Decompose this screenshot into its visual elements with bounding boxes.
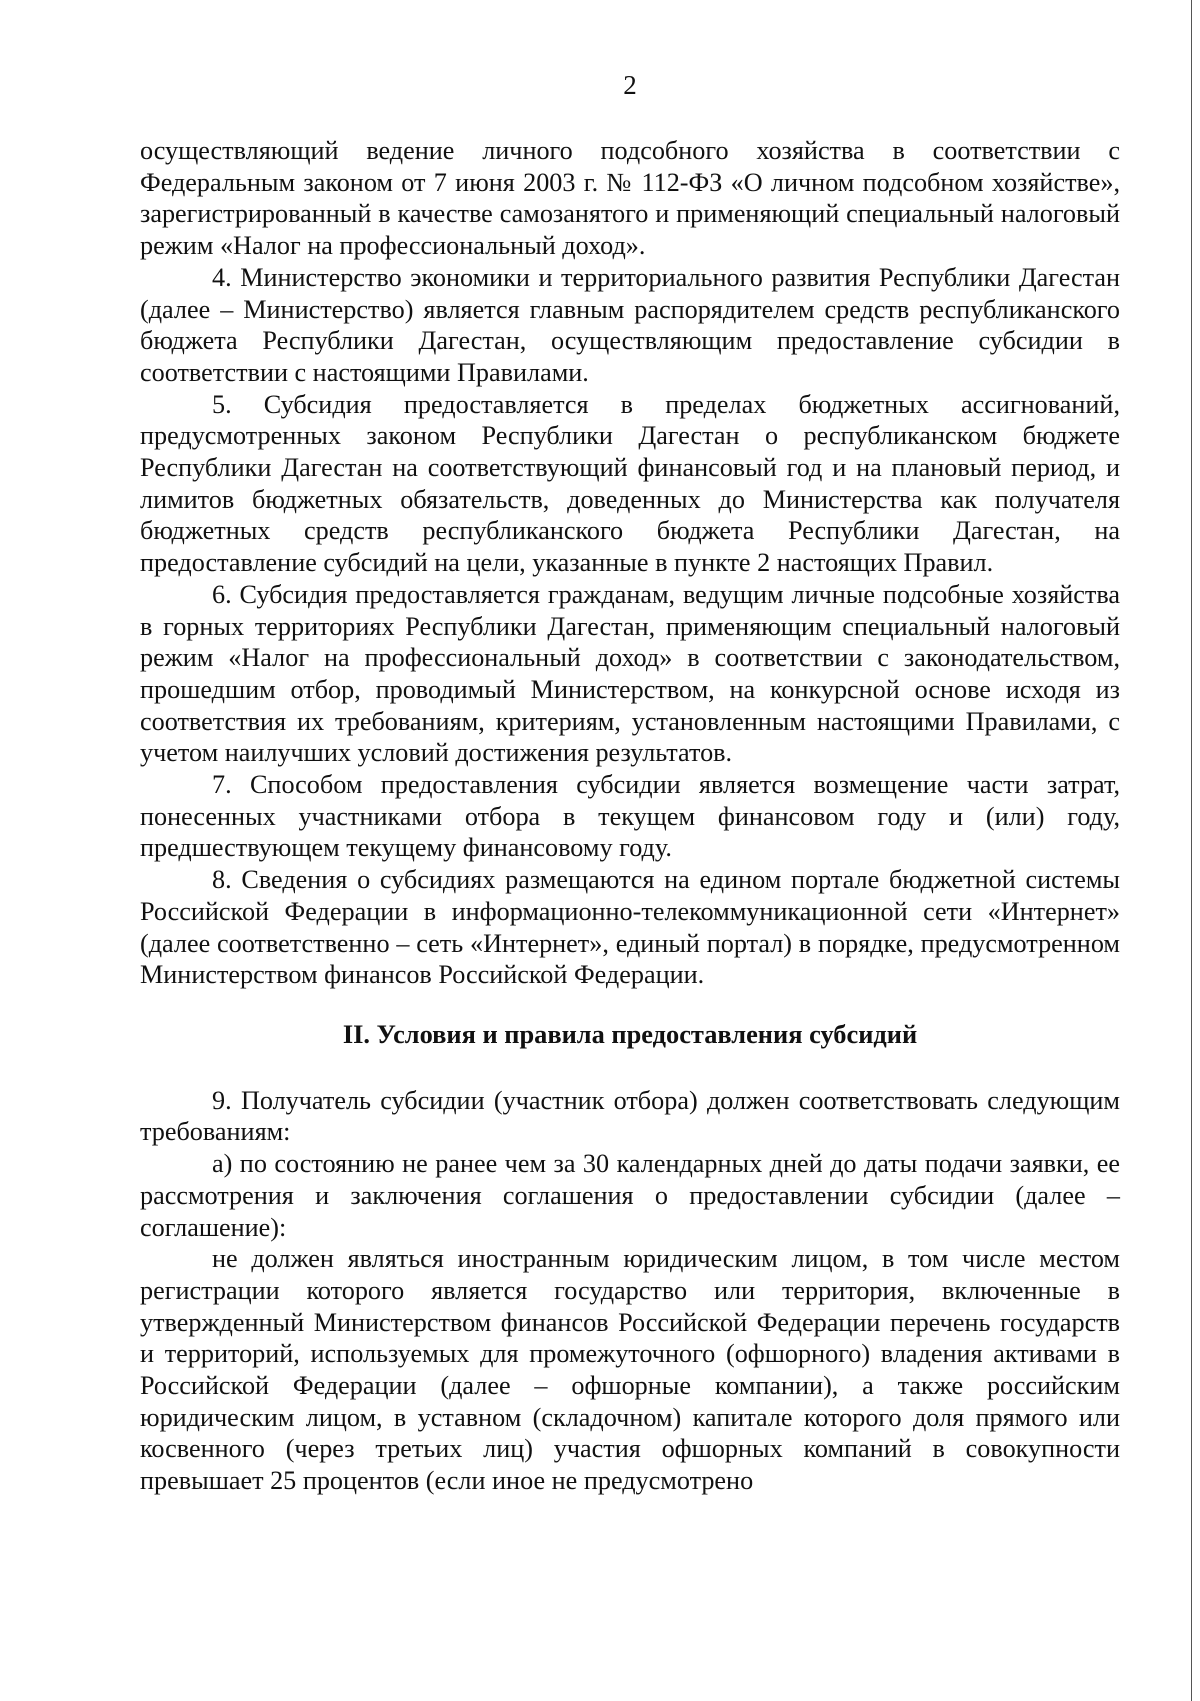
paragraph-subitem-a: а) по состоянию не ранее чем за 30 календарных дней до даты подачи заявки, ее рассмотрения и заключения соглашения о предоставлении субсидии (далее – соглашение):	[140, 1149, 1120, 1242]
paragraph-item-6: 6. Субсидия предоставляется гражданам, ведущим личные подсобные хозяйства в горных территориях Республики Дагестан, применяющим специальный налоговый режим «Налог на профессиональный доход» в соответствии с законодательством, прошедшим отбор, проводимый Министерством, на конкурсной основе исходя из соответствия их требованиям, критериям, установленным настоящими Правилами, с учетом наилучших условий достижения результатов.	[140, 579, 1120, 768]
paragraph-item-4: 4. Министерство экономики и территориального развития Республики Дагестан (далее – Министерство) является главным распорядителем средств республиканского бюджета Республики Дагестан, осуществляющим предоставление субсидии в соответствии с настоящими Правилами.	[140, 262, 1120, 387]
scan-edge-line	[1191, 0, 1192, 1701]
paragraph-item-5: 5. Субсидия предоставляется в пределах бюджетных ассигнований, предусмотренных законом Республики Дагестан о республиканском бюджете Республики Дагестан на соответствующий финансовый год и на плановый период, и лимитов бюджетных обязательств, доведенных до Министерства как получателя бюджетных средств республиканского бюджета Республики Дагестан, на предоставление субсидий на цели, указанные в пункте 2 настоящих Правил.	[140, 389, 1120, 578]
page-number: 2	[623, 70, 637, 100]
paragraph-continuation: осуществляющий ведение личного подсобного хозяйства в соответствии с Федеральным законом от 7 июня 2003 г. № 112-ФЗ «О личном подсобном хозяйстве», зарегистрированный в качестве самозанятого и применяющий специальный налоговый режим «Налог на профессиональный доход».	[140, 136, 1120, 261]
paragraph-item-8: 8. Сведения о субсидиях размещаются на едином портале бюджетной системы Российской Федерации в информационно-телекоммуникационной сети «Интернет» (далее соответственно – сеть «Интернет», единый портал) в порядке, предусмотренном Министерством финансов Российской Федерации.	[140, 865, 1120, 990]
section-heading: II. Условия и правила предоставления субсидий	[342, 1018, 918, 1049]
document-body	[140, 135, 1120, 1497]
paragraph-item-7: 7. Способом предоставления субсидии является возмещение части затрат, понесенных участниками отбора в текущем финансовом году и (или) году, предшествующем текущему финансовому году.	[140, 770, 1120, 863]
paragraph-requirement: не должен являться иностранным юридическим лицом, в том числе местом регистрации которого является государство или территория, включенные в утвержденный Министерством финансов Российской Федерации перечень государств и территорий, используемых для промежуточного (офшорного) владения активами в Российской Федерации (далее – офшорные компании), а также российским юридическим лицом, в уставном (складочном) капитале которого доля прямого или косвенного (через третьих лиц) участия офшорных компаний в совокупности превышает 25 процентов (если иное не предусмотрено	[140, 1244, 1120, 1496]
paragraph-item-9: 9. Получатель субсидии (участник отбора) должен соответствовать следующим требованиям:	[140, 1085, 1120, 1147]
